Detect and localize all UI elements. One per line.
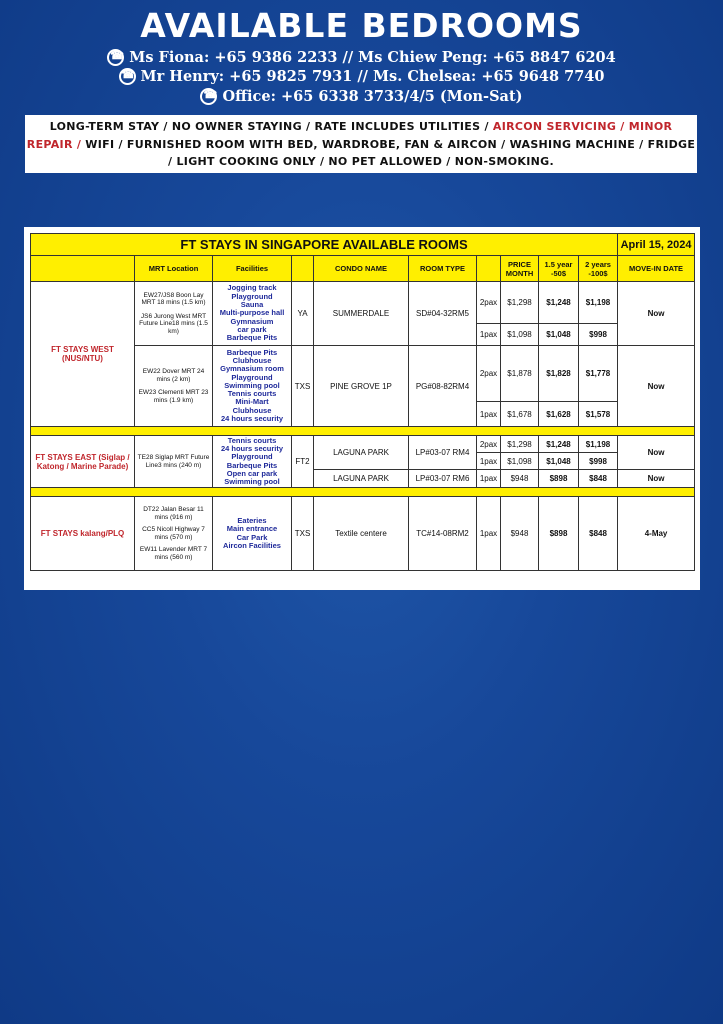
move-in-date: 4-May: [618, 497, 695, 571]
header-facilities: Facilities: [213, 256, 292, 282]
facilities-cell: Tennis courts 24 hours security Playground Barbeque Pits Open car park Swimming pool: [213, 436, 292, 488]
table-row: 1pax $1,098 $1,048 $998: [31, 324, 695, 346]
condo-name: LAGUNA PARK: [314, 470, 409, 488]
table-row: FT STAYS EAST (Siglap / Katong / Marine Parade) TE28 Siglap MRT Future Line3 mins (240 m) Tennis courts 24 hours security Playground Barbeque Pits Open car park Swimming pool FT2 LAGUNA PARK LP#03-07 RM4 2pax $1,298 $1,248 $1,198 Now: [31, 436, 695, 453]
table-row: 1pax $1,678 $1,628 $1,578: [31, 402, 695, 427]
header-room-type: ROOM TYPE: [409, 256, 477, 282]
region-west: FT STAYS WEST (NUS/NTU): [31, 282, 135, 427]
header-price: PRICE MONTH: [501, 256, 539, 282]
page-title: AVAILABLE BEDROOMS: [140, 6, 583, 45]
contact-line-3: ☎Office: +65 6338 3733/4/5 (Mon-Sat): [0, 88, 723, 105]
room-type: SD#04-32RM5: [409, 282, 477, 346]
region-kalang: FT STAYS kalang/PLQ: [31, 497, 135, 571]
terms-box: LONG-TERM STAY / NO OWNER STAYING / RATE INCLUDES UTILITIES / AIRCON SERVICING / MINOR REPAIR / WIFI / FURNISHED ROOM WITH BED, WARDROBE, FAN & AIRCON / WASHING MACHINE / FRIDGE / LIGHT COOKING ONLY / NO PET ALLOWED / NON-SMOKING.: [25, 115, 697, 173]
room-type: LP#03-07 RM6: [409, 470, 477, 488]
condo-name: SUMMERDALE: [314, 282, 409, 346]
condo-name: Textile centere: [314, 497, 409, 571]
facilities-cell: Jogging track Playground Sauna Multi-purpose hall Gymnasium car park Barbeque Pits: [213, 282, 292, 346]
table-date: April 15, 2024: [618, 234, 695, 256]
phone-icon: [200, 88, 217, 105]
table-row: 1pax $1,098 $1,048 $998: [31, 453, 695, 470]
room-type: LP#03-07 RM4: [409, 436, 477, 470]
condo-name: LAGUNA PARK: [314, 436, 409, 470]
rooms-table: [30, 233, 695, 571]
mrt-cell: DT22 Jalan Besar 11 mins (916 m) CC5 Nicoll Highway 7 mins (570 m) EW11 Lavender MRT 7 mins (560 m): [135, 497, 213, 571]
table-title: FT STAYS IN SINGAPORE AVAILABLE ROOMS: [31, 234, 618, 256]
room-type: PG#08-82RM4: [409, 346, 477, 427]
table-row: EW22 Dover MRT 24 mins (2 km) EW23 Clementi MRT 23 mins (1.9 km) Barbeque Pits Clubhouse Gymnasium room Playground Swimming pool Tennis courts Mini-Mart Clubhouse 24 hours security TXS PINE GROVE 1P PG#08-82RM4 2pax $1,878 $1,828 $1,778 Now: [31, 346, 695, 402]
move-in-date: Now: [618, 346, 695, 427]
region-east: FT STAYS EAST (Siglap / Katong / Marine Parade): [31, 436, 135, 488]
contact-line-2: ☎Mr Henry: +65 9825 7931 // Ms. Chelsea: +65 9648 7740: [0, 68, 723, 85]
header-move-in: MOVE-IN DATE: [618, 256, 695, 282]
mrt-cell: EW27/JS8 Boon Lay MRT 18 mins (1.5 km) JS6 Jurong West MRT Future Line18 mins (1.5 km): [135, 282, 213, 346]
condo-name: PINE GROVE 1P: [314, 346, 409, 427]
header-2-years: 2 years -100$: [579, 256, 618, 282]
mrt-cell: EW22 Dover MRT 24 mins (2 km) EW23 Clementi MRT 23 mins (1.9 km): [135, 346, 213, 427]
phone-icon: [107, 49, 124, 66]
section-divider: [31, 488, 695, 497]
mrt-cell: TE28 Siglap MRT Future Line3 mins (240 m): [135, 436, 213, 488]
table-row: FT STAYS kalang/PLQ DT22 Jalan Besar 11 mins (916 m) CC5 Nicoll Highway 7 mins (570 m) EW11 Lavender MRT 7 mins (560 m) Eateries Main entrance Car Park Aircon Facilities TXS Textile centere TC#14-08RM2 1pax $948 $898 $848 4-May: [31, 497, 695, 571]
facilities-cell: Eateries Main entrance Car Park Aircon Facilities: [213, 497, 292, 571]
move-in-date: Now: [618, 436, 695, 470]
room-type: TC#14-08RM2: [409, 497, 477, 571]
move-in-date: Now: [618, 282, 695, 346]
facilities-cell: Barbeque Pits Clubhouse Gymnasium room Playground Swimming pool Tennis courts Mini-Mart Clubhouse 24 hours security: [213, 346, 292, 427]
move-in-date: Now: [618, 470, 695, 488]
table-row: FT STAYS WEST (NUS/NTU) EW27/JS8 Boon Lay MRT 18 mins (1.5 km) JS6 Jurong West MRT Future Line18 mins (1.5 km) Jogging track Playground Sauna Multi-purpose hall Gymnasium car park Barbeque Pits YA SUMMERDALE SD#04-32RM5 2pax $1,298 $1,248 $1,198 Now: [31, 282, 695, 324]
table-row: LAGUNA PARK LP#03-07 RM6 1pax $948 $898 $848 Now: [31, 470, 695, 488]
rooms-sheet: [24, 227, 700, 590]
contact-line-1: ☎Ms Fiona: +65 9386 2233 // Ms Chiew Peng: +65 8847 6204: [0, 49, 723, 66]
header-mrt: MRT Location: [135, 256, 213, 282]
header-1-5-year: 1.5 year -50$: [539, 256, 579, 282]
phone-icon: [119, 68, 136, 85]
section-divider: [31, 427, 695, 436]
header-condo: CONDO NAME: [314, 256, 409, 282]
